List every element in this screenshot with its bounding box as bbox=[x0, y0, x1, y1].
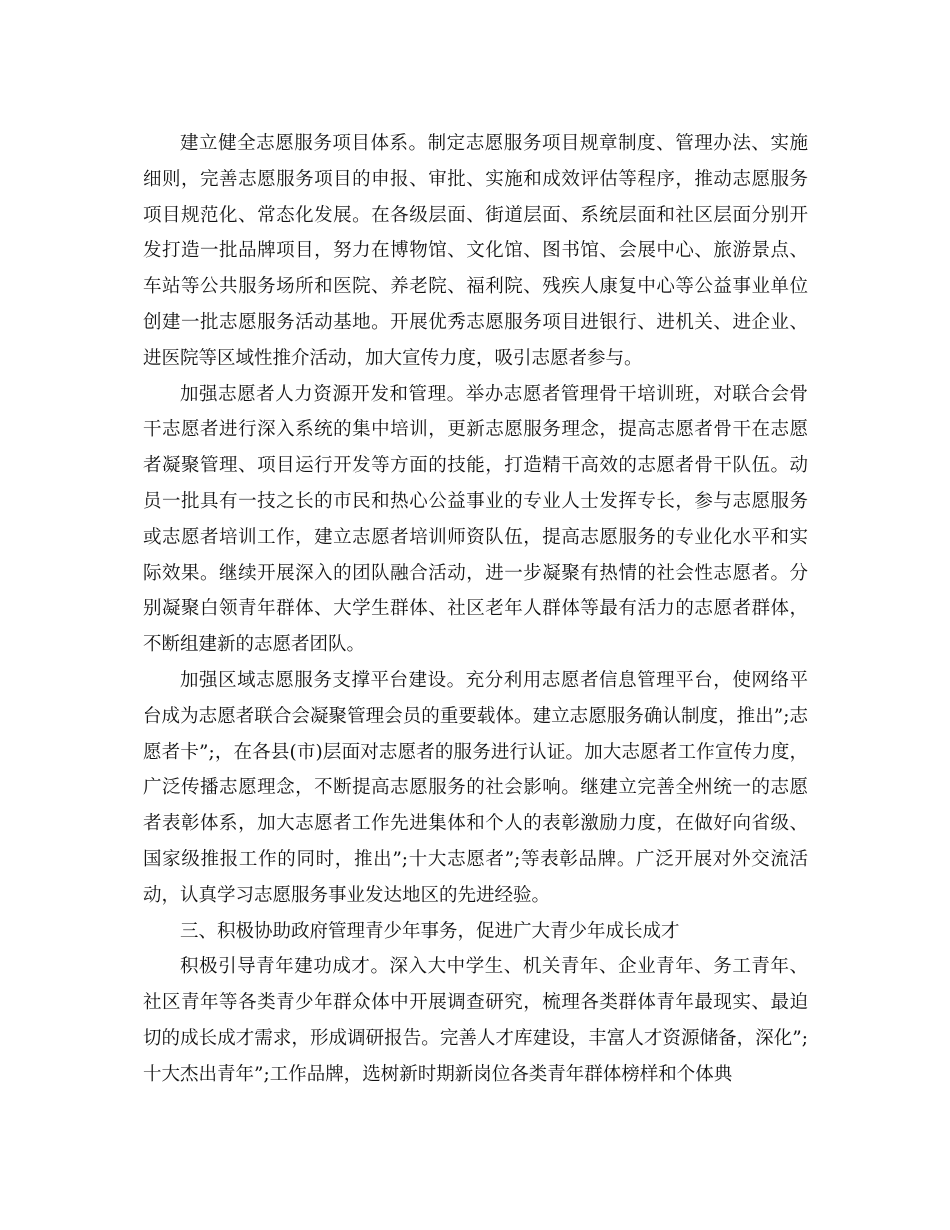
paragraph-youth-guidance: 积极引导青年建功成才。深入大中学生、机关青年、企业青年、务工青年、社区青年等各类青少年群众体中开展调查研究，梳理各类群体青年最现实、最迫切的成长成才需求，形成调研报告。完善人才库建设，丰富人才资源储备，深化”;十大杰出青年”;工作品牌，选树新时期新岗位各类青年群体榜样和个体典 bbox=[143, 956, 808, 1085]
paragraph-volunteer-project-system: 建立健全志愿服务项目体系。制定志愿服务项目规章制度、管理办法、实施细则，完善志愿服务项目的申报、审批、实施和成效评估等程序，推动志愿服务项目规范化、常态化发展。在各级层面、街道层面、系统层面和社区层面分别开发打造一批品牌项目，努力在博物馆、文化馆、图书馆、会展中心、旅游景点、车站等公共服务场所和医院、养老院、福利院、残疾人康复中心等公益事业单位创建一批志愿服务活动基地。开展优秀志愿服务项目进银行、进机关、进企业、进医院等区域性推介活动，加大宣传力度，吸引志愿者参与。 bbox=[143, 133, 808, 369]
section-heading-youth-affairs: 三、积极协助政府管理青少年事务，促进广大青少年成长成才 bbox=[180, 920, 680, 942]
paragraph-platform-construction: 加强区域志愿服务支撑平台建设。充分利用志愿者信息管理平台，使网络平台成为志愿者联合会凝聚管理会员的重要载体。建立志愿服务确认制度，推出”;志愿者卡”;，在各县(市)层面对志愿者的服务进行认证。加大志愿者工作宣传力度，广泛传播志愿理念，不断提高志愿服务的社会影响。继建立完善全州统一的志愿者表彰体系，加大志愿者工作先进集体和个人的表彰激励力度，在做好向省级、国家级推报工作的同时，推出”;十大志愿者”;等表彰品牌。广泛开展对外交流活动，认真学习志愿服务事业发达地区的先进经验。 bbox=[143, 669, 808, 906]
document-body bbox=[143, 126, 808, 1093]
paragraph-volunteer-hr-management: 加强志愿者人力资源开发和管理。举办志愿者管理骨干培训班，对联合会骨干志愿者进行深入系统的集中培训，更新志愿服务理念，提高志愿者骨干在志愿者凝聚管理、项目运行开发等方面的技能，打造精干高效的志愿者骨干队伍。动员一批具有一技之长的市民和热心公益事业的专业人士发挥专长，参与志愿服务或志愿者培训工作，建立志愿者培训师资队伍，提高志愿服务的专业化水平和实际效果。继续开展深入的团队融合活动，进一步凝聚有热情的社会性志愿者。分别凝聚白领青年群体、大学生群体、社区老年人群体等最有活力的志愿者群体，不断组建新的志愿者团队。 bbox=[143, 383, 808, 656]
